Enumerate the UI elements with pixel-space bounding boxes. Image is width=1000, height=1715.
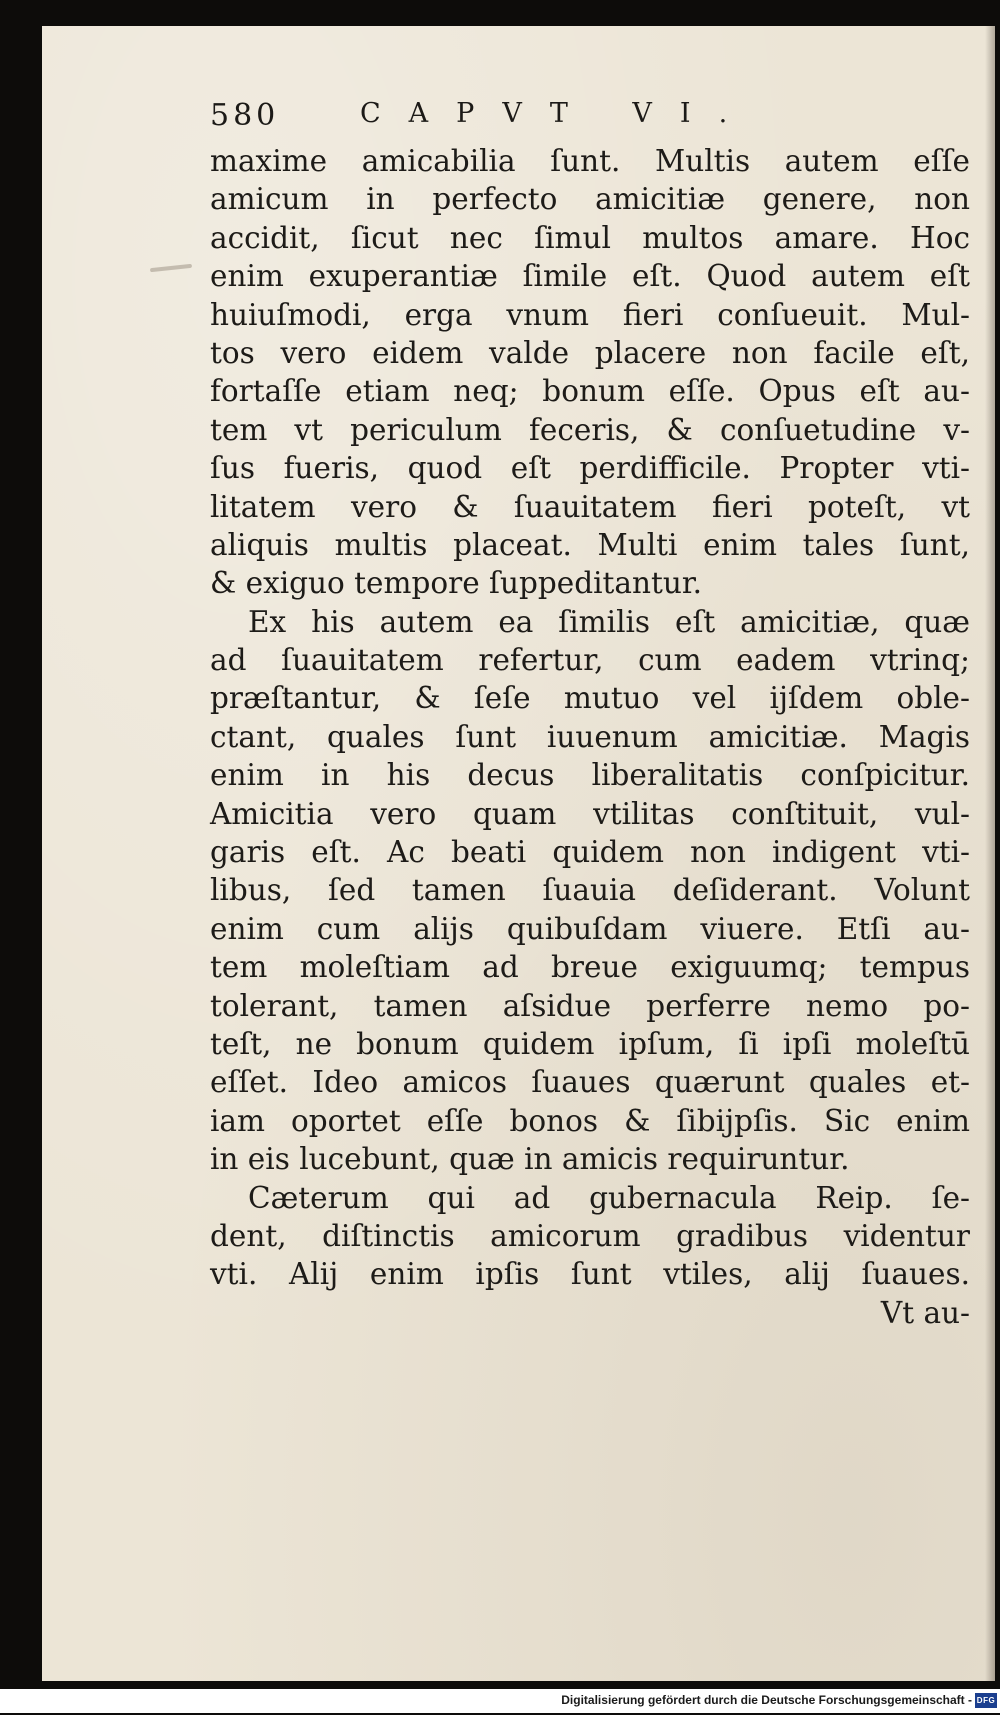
running-head [210, 98, 820, 142]
text-line: tem vt periculum feceris, & conſuetudine v- [210, 412, 970, 447]
text-line: ſus fueris, quod eſt perdifficile. Propter vti- [210, 451, 970, 486]
text-line: ctant, quales ſunt iuuenum amicitiæ. Magis [210, 719, 970, 754]
text-line: accidit, ſicut nec ſimul multos amare. Hoc [210, 220, 970, 255]
text-line: in eis lucebunt, quæ in amicis requiruntur. [210, 1142, 850, 1177]
text-line: fortaſſe etiam neq; bonum eſſe. Opus eſt au- [210, 374, 970, 409]
text-line: tos vero eidem valde placere non facile eſt, [210, 335, 970, 370]
text-line: garis eſt. Ac beati quidem non indigent vti- [210, 835, 970, 870]
text-line: & exiguo tempore ſuppeditantur. [210, 566, 703, 601]
text-line: eſſet. Ideo amicos ſuaues quærunt quales et- [210, 1065, 970, 1100]
text-line: amicum in perfecto amicitiæ genere, non [210, 182, 970, 217]
text-line: teſt, ne bonum quidem ipſum, ſi ipſi moleſtū [210, 1026, 970, 1061]
text-line: Cæterum qui ad gubernacula Reip. ſe- [248, 1180, 970, 1215]
text-line: vti. Alij enim ipſis ſunt vtiles, alij ſuaues. [210, 1257, 970, 1292]
text-line: libus, ſed tamen ſuauia deſiderant. Volunt [210, 873, 970, 908]
page-edge-shadow [985, 26, 995, 1681]
text-line: enim exuperantiæ ſimile eſt. Quod autem eſt [210, 259, 970, 294]
funding-credit: Digitalisierung gefördert durch die Deutsche Forschungsgemeinschaft - [561, 1693, 972, 1707]
body-text [210, 142, 970, 1332]
text-line: maxime amicabilia ſunt. Multis autem eſſe [210, 144, 970, 178]
text-line: huiuſmodi, erga vnum fieri conſueuit. Mul- [210, 297, 970, 332]
text-line: tolerant, tamen aſsidue perferre nemo po- [210, 988, 970, 1023]
text-line: enim cum alijs quibuſdam viuere. Etſi au- [210, 911, 970, 946]
chapter-title: CAPVT VI. [360, 98, 756, 129]
text-line: dent, diſtinctis amicorum gradibus videntur [210, 1218, 970, 1253]
text-line: litatem vero & ſuauitatem fieri poteſt, vt [210, 489, 970, 524]
text-line: enim in his decus liberalitatis conſpicitur. [210, 758, 970, 793]
page-number: 580 [210, 98, 280, 133]
text-line: tem moleſtiam ad breue exiguumq; tempus [210, 950, 970, 985]
text-line: aliquis multis placeat. Multi enim tales ſunt, [210, 527, 970, 562]
text-line: Amicitia vero quam vtilitas conſtituit, vul- [210, 796, 970, 831]
text-line: præſtantur, & ſeſe mutuo vel ijſdem oble- [210, 681, 970, 716]
text-line: Ex his autem ea ſimilis eſt amicitiæ, quæ [248, 604, 970, 639]
digitization-footer [0, 1689, 1000, 1713]
catchword: Vt au- [880, 1295, 970, 1330]
text-line: ad ſuauitatem refertur, cum eadem vtrinq; [210, 643, 970, 678]
text-line: iam oportet eſſe bonos & ſibijpſis. Sic enim [210, 1103, 970, 1138]
dfg-logo: DFG [975, 1693, 997, 1708]
